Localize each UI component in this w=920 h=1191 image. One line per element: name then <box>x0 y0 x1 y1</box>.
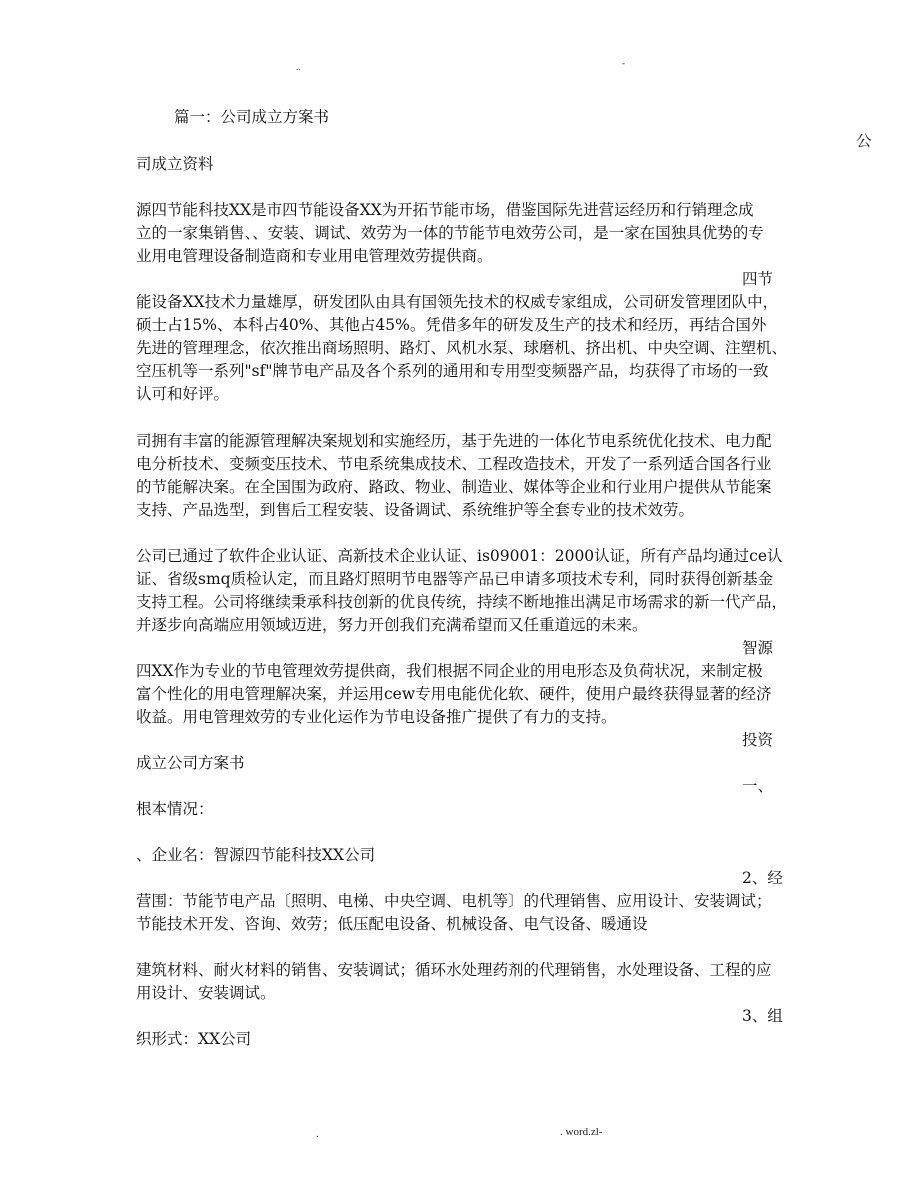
paragraph-line: 、企业名：智源四节能科技XX公司 <box>136 846 376 864</box>
paragraph-line: 用设计、安装调试。 <box>136 984 276 1002</box>
paragraph-line: 四XX作为专业的节电管理效劳提供商，我们根据不同企业的用电形态及负荷状况，来制定极 <box>136 662 763 680</box>
paragraph-line: 富个性化的用电管理解决案，并运用cew专用电能优化软、硬件，使用户最终获得显著的经济 <box>136 685 772 703</box>
paragraph-line: 硕士占15%、本科占40%、其他占45%。凭借多年的研发及生产的技术和经历，再结合国外 <box>136 316 767 334</box>
paragraph-line: 建筑材料、耐火材料的销售、安装调试；循环水处理药剂的代理销售，水处理设备、工程的应 <box>136 961 772 979</box>
paragraph-line: 3、组 <box>742 1007 783 1025</box>
paragraph-line: 根本情况： <box>136 800 214 818</box>
paragraph-line: 2、经 <box>742 869 783 887</box>
paragraph-line: 成立公司方案书 <box>136 754 245 772</box>
paragraph-line: 公司已通过了软件企业认证、高新技术企业认证、is09001：2000认证，所有产品均通过ce认 <box>136 547 783 565</box>
paragraph-line: 空压机等一系列"sf"牌节电产品及各个系列的通用和专用型变频器产品，均获得了市场的一致 <box>136 362 769 380</box>
paragraph-line: 司拥有丰富的能源管理解决案规划和实施经历，基于先进的一体化节电系统优化技术、电力配 <box>136 432 772 450</box>
paragraph-line: 营围：节能节电产品〔照明、电梯、中央空调、电机等〕的代理销售、应用设计、安装调试； <box>136 892 772 910</box>
paragraph-line: 支持、产品选型，到售后工程安装、设备调试、系统维护等全套专业的技术效劳。 <box>136 501 695 519</box>
paragraph-line: 智源 <box>742 639 774 657</box>
header-left-mark: .. <box>296 62 301 72</box>
paragraph-line: 织形式：XX公司 <box>136 1030 252 1048</box>
footer-left-mark: . <box>316 1128 319 1140</box>
paragraph-line: 先进的管理理念，依次推出商场照明、路灯、风机水泵、球磨机、挤出机、中央空调、注塑机、 <box>136 339 788 357</box>
paragraph-line: 的节能解决案。在全国围为政府、路政、物业、制造业、媒体等企业和行业用户提供从节能案 <box>136 478 772 496</box>
section-title: 篇一：公司成立方案书 <box>174 108 330 126</box>
text-line: 司成立资料 <box>136 155 214 173</box>
paragraph-line: 四节 <box>742 270 774 288</box>
paragraph-line: 并逐步向高端应用领域迈进，努力开创我们充满希望而又任重道远的未来。 <box>136 616 648 634</box>
paragraph-line: 立的一家集销售、、安装、调试、效劳为一体的节能节电效劳公司，是一家在国独具优势的专 <box>136 224 764 242</box>
paragraph-line: 证、省级smq质检认定，而且路灯照明节电器等产品已申请多项技术专利，同时获得创新基金 <box>136 570 774 588</box>
paragraph-line: 源四节能科技XX是市四节能设备XX为开拓节能市场，借鉴国际先进营运经历和行销理念成 <box>136 201 754 219</box>
paragraph-line: 节能技术开发、咨询、效劳；低压配电设备、机械设备、电气设备、暖通设 <box>136 915 648 933</box>
header-right-mark: - <box>622 58 625 68</box>
paragraph-line: 业用电管理设备制造商和专业用电管理效劳提供商。 <box>136 247 493 265</box>
paragraph-line: 收益。用电管理效劳的专业化运作为节电设备推广提供了有力的支持。 <box>136 708 617 726</box>
paragraph-line: 认可和好评。 <box>136 385 230 403</box>
footer-right-mark: . word.zl- <box>560 1126 603 1138</box>
paragraph-line: 电分析技术、变频变压技术、节电系统集成技术、工程改造技术，开发了一系列适合国各行业 <box>136 455 772 473</box>
paragraph-line: 支持工程。公司将继续秉承科技创新的优良传统，持续不断地推出满足市场需求的新一代产品， <box>136 593 788 611</box>
paragraph-line: 能设备XX技术力量雄厚，研发团队由具有国领先技术的权威专家组成，公司研发管理团队中， <box>136 293 779 311</box>
text-line: 公 <box>856 132 872 150</box>
paragraph-line: 投资 <box>742 731 774 749</box>
paragraph-line: 一、 <box>742 777 774 795</box>
